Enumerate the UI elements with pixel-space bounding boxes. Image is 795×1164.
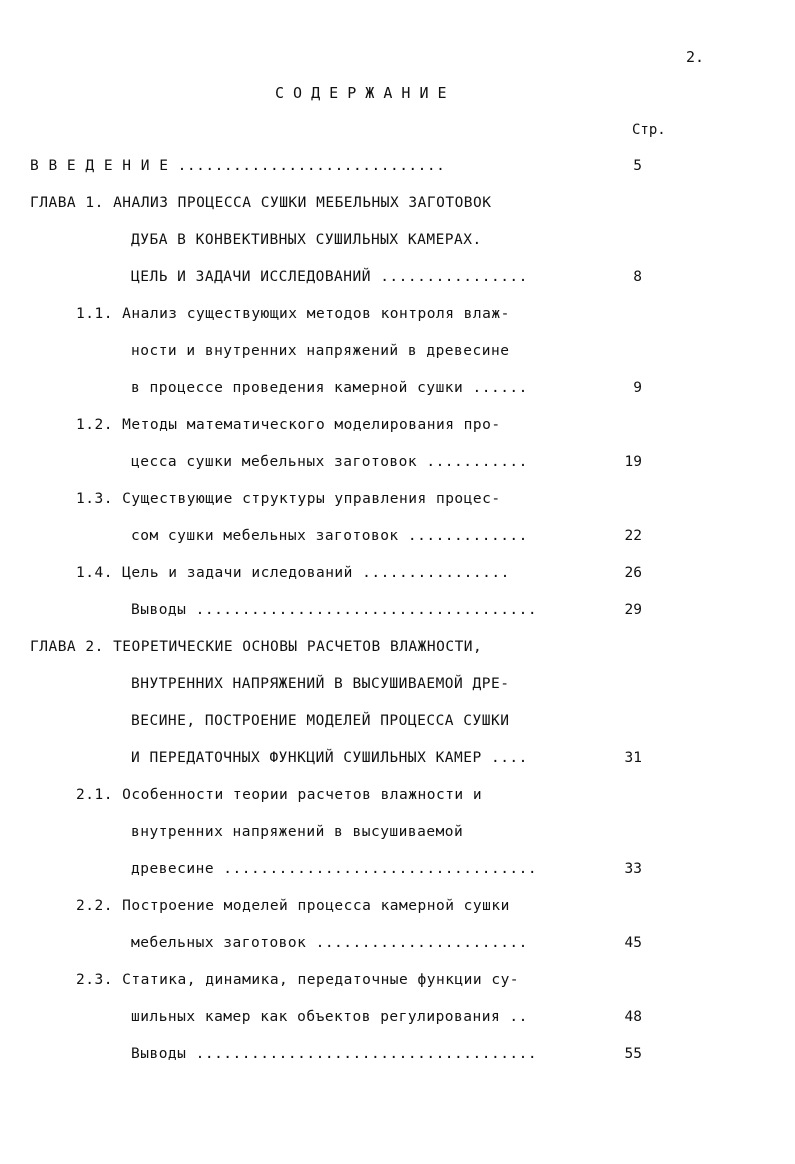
pages-column-header: Стр. — [632, 122, 666, 138]
toc-page-number: 55 — [624, 1046, 642, 1062]
toc-entry-section-2-1: 2.1. Особенности теории расчетов влажности и — [76, 787, 483, 803]
toc-entry-line: сом сушки мебельных заготовок ............. — [131, 528, 528, 544]
toc-page-number: 48 — [624, 1009, 642, 1025]
toc-entry-section-2-3: 2.3. Статика, динамика, передаточные функции су- — [76, 972, 520, 988]
toc-entry-chapter-2: ГЛАВА 2. ТЕОРЕТИЧЕСКИЕ ОСНОВЫ РАСЧЕТОВ ВЛАЖНОСТИ, — [30, 639, 483, 655]
toc-page-number: 22 — [624, 528, 642, 544]
page-number: 2. — [686, 48, 705, 66]
toc-page-number: 31 — [624, 750, 642, 766]
toc-entry-line: древесине .................................. — [131, 861, 538, 877]
toc-page-number: 33 — [624, 861, 642, 877]
toc-entry-conclusions-2: Выводы ..................................... — [131, 1046, 538, 1062]
toc-page-number: 5 — [633, 158, 642, 174]
page-title: С О Д Е Р Ж А Н И Е — [275, 84, 447, 102]
toc-entry-line: ДУБА В КОНВЕКТИВНЫХ СУШИЛЬНЫХ КАМЕРАХ. — [131, 232, 482, 248]
toc-entry-line: ности и внутренних напряжений в древесине — [131, 343, 510, 359]
toc-entry-section-1-3: 1.3. Существующие структуры управления процес- — [76, 491, 501, 507]
toc-entry-section-1-2: 1.2. Методы математического моделирования про- — [76, 417, 501, 433]
toc-page-number: 9 — [633, 380, 642, 396]
toc-entry-section-1-4: 1.4. Цель и задачи иследований ................ — [76, 565, 510, 581]
toc-page-number: 8 — [633, 269, 642, 285]
toc-entry-line: мебельных заготовок ....................... — [131, 935, 528, 951]
toc-page-number: 29 — [624, 602, 642, 618]
toc-entry-line: ЦЕЛЬ И ЗАДАЧИ ИССЛЕДОВАНИЙ ................ — [131, 269, 528, 285]
toc-entry-line: в процессе проведения камерной сушки ...... — [131, 380, 528, 396]
toc-entry-conclusions-1: Выводы ..................................... — [131, 602, 538, 618]
toc-entry-line: ВНУТРЕННИХ НАПРЯЖЕНИЙ В ВЫСУШИВАЕМОЙ ДРЕ- — [131, 676, 510, 692]
toc-page-number: 26 — [624, 565, 642, 581]
toc-entry-section-2-2: 2.2. Построение моделей процесса камерной сушки — [76, 898, 510, 914]
toc-entry-line: шильных камер как объектов регулирования .. — [131, 1009, 528, 1025]
toc-entry-introduction: В В Е Д Е Н И Е ............................. — [30, 158, 446, 174]
toc-entry-section-1-1: 1.1. Анализ существующих методов контроля влаж- — [76, 306, 510, 322]
toc-page-number: 45 — [624, 935, 642, 951]
toc-entry-line: И ПЕРЕДАТОЧНЫХ ФУНКЦИЙ СУШИЛЬНЫХ КАМЕР .... — [131, 750, 528, 766]
toc-entry-line: ВЕСИНЕ, ПОСТРОЕНИЕ МОДЕЛЕЙ ПРОЦЕССА СУШКИ — [131, 713, 510, 729]
toc-entry-line: внутренних напряжений в высушиваемой — [131, 824, 464, 840]
toc-page-number: 19 — [624, 454, 642, 470]
toc-entry-line: цесса сушки мебельных заготовок ........... — [131, 454, 528, 470]
toc-entry-chapter-1: ГЛАВА 1. АНАЛИЗ ПРОЦЕССА СУШКИ МЕБЕЛЬНЫХ ЗАГОТОВОК — [30, 195, 492, 211]
